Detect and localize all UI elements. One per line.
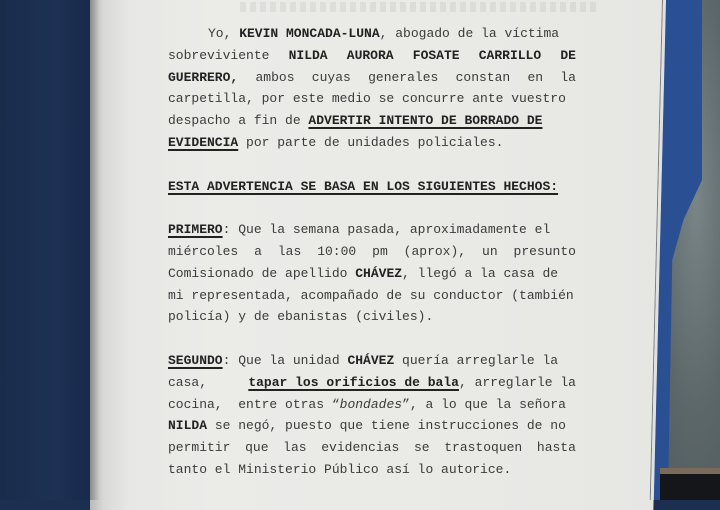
text: mi representada, acompañado de su conductor (también <box>168 287 574 303</box>
text: , llegó a la casa de <box>402 265 559 281</box>
text: evidencias <box>321 440 400 456</box>
text: (aprox), <box>403 243 467 259</box>
segundo-label: SEGUNDO <box>168 352 223 368</box>
text: las <box>277 243 302 259</box>
text: generales <box>368 69 439 85</box>
surname-chavez: CHÁVEZ <box>347 352 395 368</box>
text: un <box>482 243 498 259</box>
segundo-line-2 <box>168 372 576 394</box>
segundo-line-4 <box>168 415 576 437</box>
primero-line-5 <box>168 306 576 328</box>
text: ambos <box>255 69 295 85</box>
victim-name-part: FOSATE <box>412 47 460 63</box>
text: a <box>254 243 262 259</box>
text: se <box>413 440 430 456</box>
lawyer-name: KEVIN MONCADA-LUNA <box>239 26 380 41</box>
victim-name-part: NILDA <box>288 47 328 63</box>
intro-line-2 <box>168 45 576 67</box>
text: 10:00 <box>317 243 357 259</box>
text: tanto el Ministerio Público así lo autorice. <box>168 461 512 477</box>
segundo-line-6 <box>168 459 576 481</box>
intro-line-3 <box>168 67 576 89</box>
text: despacho a fin de <box>168 113 301 129</box>
segundo-line-5 <box>168 437 576 459</box>
heading-text: ESTA ADVERTENCIA SE BASA EN LOS SIGUIENTES HECHOS: <box>168 178 559 194</box>
primero-line-3 <box>168 263 576 285</box>
text: : Que la semana pasada, aproximadamente el <box>222 222 551 238</box>
text: policía) y de ebanistas (civiles). <box>168 309 434 325</box>
primero-line-4 <box>168 285 576 307</box>
warning-phrase: EVIDENCIA <box>168 134 239 150</box>
text: carpetilla, por este medio se concurre ante vuestro <box>168 91 566 107</box>
segundo-line-1 <box>168 350 576 372</box>
warning-phrase: ADVERTIR INTENTO DE BORRADO DE <box>308 113 543 129</box>
text: Comisionado de apellido <box>168 265 348 281</box>
text: se negó, puesto que tiene instrucciones de no <box>214 418 566 434</box>
section-heading <box>168 176 576 198</box>
document-body <box>168 23 576 481</box>
text: sobreviviente <box>168 47 270 63</box>
victim-name-part: CARRILLO <box>478 47 542 63</box>
primero-label: PRIMERO <box>168 222 223 238</box>
text: hasta <box>536 440 576 456</box>
text: pm <box>372 243 388 259</box>
text: constan <box>455 69 511 85</box>
intro-line-6 <box>168 132 576 154</box>
text: presunto <box>513 243 576 259</box>
victim-name-part: DE <box>560 47 576 63</box>
intro-line-1 <box>168 23 576 45</box>
segundo-line-3 <box>168 394 576 416</box>
text: , abogado de la víctima <box>379 26 560 41</box>
intro-line-4 <box>168 88 576 110</box>
victim-name-part: AURORA <box>346 47 394 63</box>
bleed-through-texture <box>240 2 600 12</box>
text: en <box>527 69 544 85</box>
text: cuyas <box>311 69 351 85</box>
binding-shadow <box>90 0 100 500</box>
text: : Que la unidad <box>222 352 340 368</box>
navy-binder-cover <box>0 0 92 500</box>
text: permitir <box>168 440 231 456</box>
primero-line-2 <box>168 241 576 263</box>
text: , arreglarle la <box>458 374 576 390</box>
surname-chavez: CHÁVEZ <box>355 265 403 281</box>
text: que <box>245 440 269 456</box>
text: Yo, <box>208 26 232 41</box>
shadow-area <box>660 474 720 500</box>
victim-name-part: GUERRERO, <box>168 69 239 85</box>
text: cocina, entre otras “ <box>168 396 340 412</box>
text: ”, a lo que la señora <box>402 396 566 412</box>
text: la <box>560 69 576 85</box>
intro-line-5 <box>168 110 576 132</box>
text: quería arreglarle la <box>402 352 559 368</box>
primero-line-1 <box>168 219 576 241</box>
text: miércoles <box>168 243 239 259</box>
text: por parte de unidades policiales. <box>246 134 504 150</box>
text: las <box>283 440 307 456</box>
text: trastoquen <box>444 440 523 456</box>
quoted-word: bondades <box>339 396 403 412</box>
name-nilda: NILDA <box>168 418 208 434</box>
text: casa, <box>168 374 208 390</box>
bullet-holes-phrase: tapar los orificios de bala <box>248 374 459 390</box>
